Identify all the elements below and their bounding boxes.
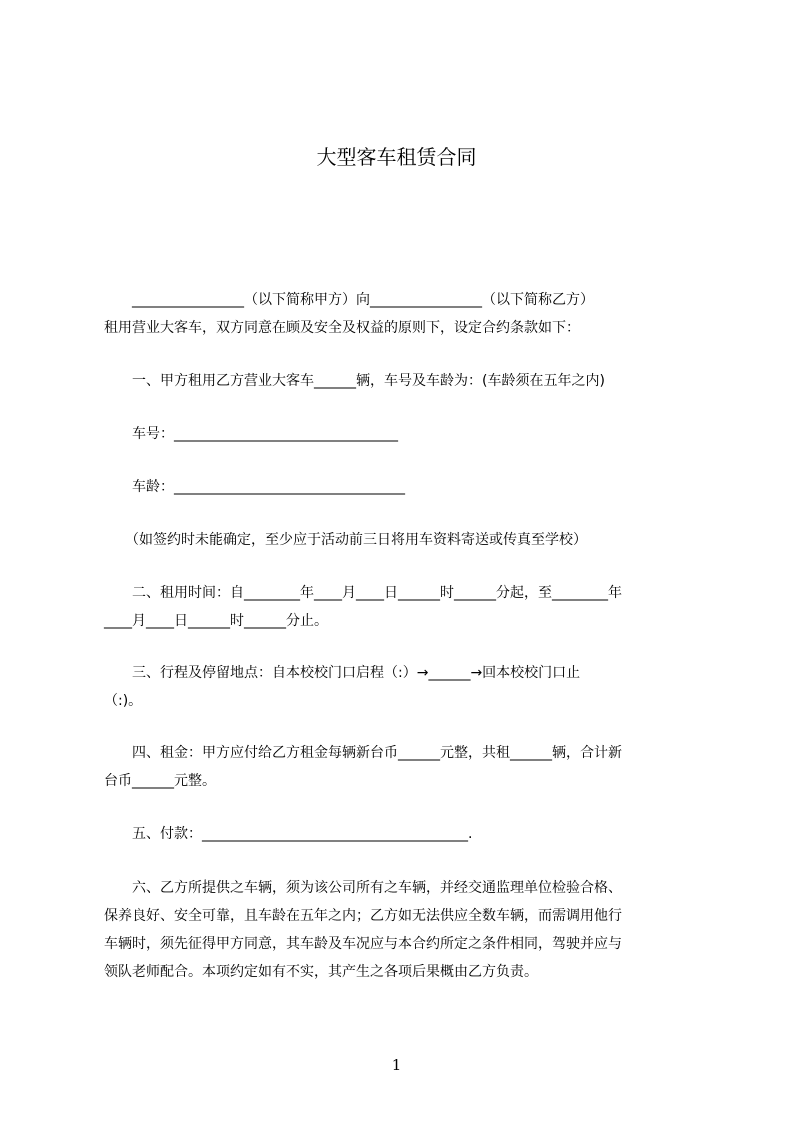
- clause-2-line-2: ____月____日______时______分止。: [104, 613, 328, 629]
- clause-6-line-1: 六、乙方所提供之车辆，须为该公司所有之车辆，并经交通监理单位检验合格、: [104, 880, 622, 896]
- clause-5: 五、付款：______________________________________.: [104, 826, 473, 842]
- clause-6-line-2: 保养良好、安全可靠，且车龄在五年之内；乙方如无法供应全数车辆，而需调用他行: [104, 908, 622, 924]
- clause-6-line-4: 领队老师配合。本项约定如有不实，其产生之各项后果概由乙方负责。: [104, 964, 538, 980]
- page-number: 1: [391, 1056, 402, 1074]
- clause-1-note: （如签约时未能确定，至少应于活动前三日将用车资料寄送或传真至学校）: [104, 532, 587, 548]
- clause-6-line-3: 车辆时，须先征得甲方同意，其车龄及车况应与本合约所定之条件相同，驾驶并应与: [104, 936, 622, 952]
- car-age-field: 车龄：_________________________________: [104, 479, 405, 495]
- document-title: 大型客车租赁合同: [316, 145, 477, 169]
- clause-4-line-1: 四、租金：甲方应付给乙方租金每辆新台币______元整，共租______辆，合计新: [104, 745, 622, 761]
- clause-4-line-2: 台币______元整。: [104, 773, 216, 789]
- clause-2-line-1: 二、租用时间：自________年____月____日______时______分起，至________年: [104, 585, 622, 601]
- clause-1: 一、甲方租用乙方营业大客车______辆，车号及车龄为：(车龄须在五年之内): [104, 373, 605, 389]
- intro-line-2: 租用营业大客车，双方同意在顾及安全及权益的原则下，设定合约条款如下：: [104, 320, 580, 336]
- car-number-field: 车号：________________________________: [104, 426, 398, 442]
- clause-3-line-1: 三、行程及停留地点：自本校校门口启程（:）→______→回本校校门口止: [104, 665, 581, 681]
- intro-line-1: ________________（以下简称甲方）向________________（以下简称乙方）: [104, 292, 594, 308]
- clause-3-line-2: （:)。: [104, 693, 143, 709]
